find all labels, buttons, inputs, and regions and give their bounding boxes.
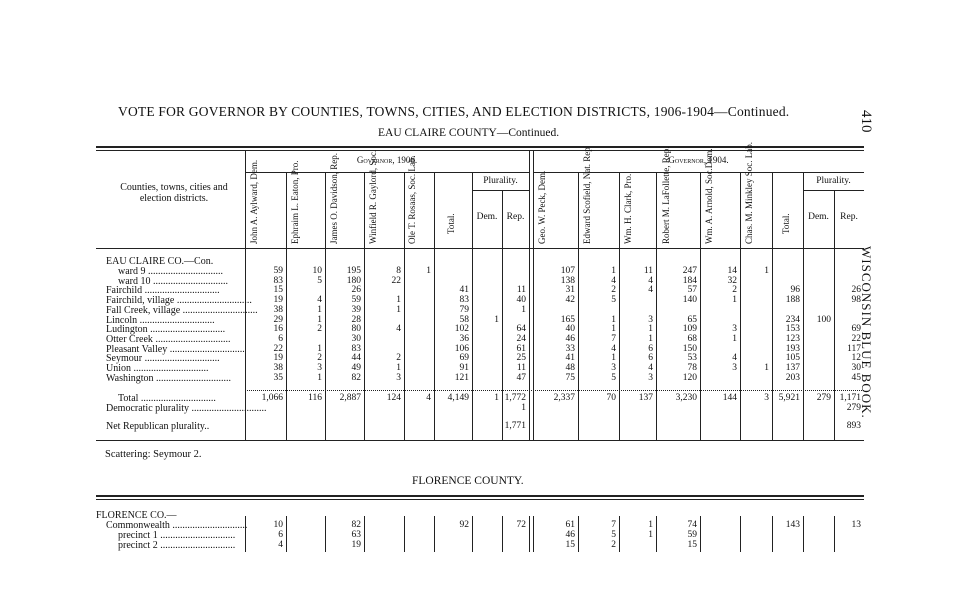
table-cell: 30 [851, 363, 861, 373]
section-title-florence: FLORENCE COUNTY. [412, 475, 524, 487]
leader-dots: .............................. [145, 266, 223, 277]
col-header-davidson: James O. Davidson, Rep. [329, 153, 339, 244]
table-cell: 72 [516, 520, 526, 530]
table-cell: 5,921 [778, 393, 800, 403]
table-cell: 138 [560, 275, 575, 286]
table-cell: 40 [565, 324, 575, 335]
table-cell: 4 [648, 285, 653, 296]
table-cell: 75 [565, 372, 575, 383]
table-cell: 4 [278, 540, 283, 550]
leader-dots: .............................. [189, 403, 267, 414]
table-cell: 48 [565, 363, 575, 373]
col-header-minkley: Chas. M. Minkley Soc. Lab. [744, 142, 754, 244]
table-cell: 4 [611, 343, 616, 354]
running-head: WISCONSIN BLUE BOOK. [859, 246, 874, 419]
table-cell: 83 [273, 275, 283, 286]
table-cell: 11 [516, 285, 526, 296]
table2-top-rule-thin [96, 499, 864, 500]
table-cell: 124 [386, 393, 401, 403]
col-header-rep-1906: Rep. [506, 212, 525, 222]
table-cell: 82 [351, 520, 361, 530]
col-header-total-1904: Total. [781, 213, 791, 234]
table-cell: 5 [611, 295, 616, 306]
leader-dots: .............................. [153, 372, 232, 384]
table-cell: 61 [516, 343, 526, 354]
table-cell: 893 [846, 421, 861, 431]
table-cell: 69 [851, 324, 861, 335]
table-cell: 33 [565, 343, 575, 354]
table-cell: 120 [682, 372, 697, 383]
row-label: Union .............................. [106, 363, 209, 374]
table-cell: 137 [785, 363, 800, 373]
table-cell: 30 [351, 333, 361, 344]
row-label: Lincoln .............................. [106, 314, 215, 326]
row-label: Fairchild .............................. [106, 285, 220, 297]
table-cell: 1,066 [261, 393, 283, 403]
table-cell: 38 [273, 363, 283, 373]
leader-dots: .............................. [142, 285, 220, 297]
table-cell: 41 [459, 285, 469, 296]
table-cell: 2 [317, 353, 322, 364]
table-cell: 7 [611, 520, 616, 530]
plurality-header-1904: Plurality. [816, 176, 851, 186]
table-cell: 4 [611, 275, 616, 286]
table-cell: 40 [516, 295, 526, 306]
table-cell: 123 [785, 333, 800, 344]
table-cell: 15 [273, 285, 283, 296]
leader-dots: .............................. [157, 530, 236, 541]
table-cell: 6 [278, 333, 283, 344]
row-label: Pleasant Valley .............................. [106, 343, 245, 355]
table-cell: 5 [611, 372, 616, 383]
table-cell: 53 [687, 353, 697, 364]
table-cell: 1,771 [504, 421, 526, 431]
table-cell: 3 [611, 363, 616, 373]
table-cell: 195 [346, 266, 361, 276]
table-cell: 1 [732, 295, 737, 306]
table-cell: 92 [459, 520, 469, 530]
table-cell: 19 [351, 540, 361, 550]
table-cell: 44 [351, 353, 361, 364]
table-cell: 105 [785, 353, 800, 364]
table2-top-rule [96, 495, 864, 497]
county-label: EAU CLAIRE CO.—Con. [106, 256, 214, 267]
col-rule [472, 516, 473, 552]
table-cell: 1 [611, 314, 616, 325]
table-cell: 100 [816, 314, 831, 325]
col-header-rep-1904: Rep. [840, 212, 858, 222]
table-cell: 11 [643, 266, 653, 276]
col-header-total-1906: Total. [446, 213, 456, 234]
table-cell: 143 [785, 520, 800, 530]
table-cell: 2 [611, 285, 616, 296]
leader-dots: .............................. [174, 295, 252, 307]
table-cell: 26 [851, 285, 861, 296]
table-cell: 1 [521, 304, 526, 315]
col-header-dem-1906: Dem. [476, 212, 498, 222]
table-cell: 1 [396, 304, 401, 315]
page-number: 410 [858, 110, 874, 133]
table-cell: 64 [516, 324, 526, 335]
table-cell: 1 [317, 372, 322, 383]
table-cell: 2,887 [339, 393, 361, 403]
table-cell: 4 [648, 363, 653, 373]
table-cell: 247 [682, 266, 697, 276]
table-cell: 13 [851, 520, 861, 530]
table-cell: 1 [396, 363, 401, 373]
table-cell: 59 [273, 266, 283, 276]
table-cell: 15 [687, 540, 697, 550]
table-cell: 3 [648, 314, 653, 325]
table-cell: 38 [273, 304, 283, 315]
col-rule [803, 516, 804, 552]
table-cell: 117 [847, 343, 861, 354]
row-label: Net Republican plurality.. [106, 421, 210, 432]
table-cell: 109 [682, 324, 697, 335]
table-cell: 82 [351, 372, 361, 383]
table-cell: 1 [611, 353, 616, 364]
table-cell: 83 [351, 343, 361, 354]
row-label: ward 10 .............................. [118, 275, 228, 287]
scattering-note: Scattering: Seymour 2. [105, 449, 202, 460]
table-cell: 12 [851, 353, 861, 364]
table-cell: 193 [785, 343, 800, 354]
header-bottom-rule [96, 248, 864, 249]
table-cell: 1 [494, 314, 499, 325]
table-cell: 1 [648, 333, 653, 344]
row-label: precinct 2 .............................. [118, 540, 236, 551]
section-title-eau-claire: EAU CLAIRE COUNTY—Continued. [378, 127, 560, 139]
table-cell: 140 [682, 295, 697, 306]
table-cell: 8 [396, 266, 401, 276]
table-cell: 69 [459, 353, 469, 364]
table-cell: 2 [396, 353, 401, 364]
group-header-1904: Governor, 1904. [668, 155, 729, 165]
col-header-arnold: Wm. A. Arnold, Soc.Dem. [704, 148, 714, 244]
leader-dots: .............................. [150, 275, 228, 287]
table-cell: 107 [560, 266, 575, 276]
table-cell: 46 [565, 333, 575, 344]
row-label: Fairchild, village .............................. [106, 295, 252, 307]
leader-dots: .............................. [131, 363, 209, 374]
table-cell: 150 [682, 343, 697, 354]
table-cell: 70 [606, 393, 616, 403]
table-cell: 137 [638, 393, 653, 403]
table-cell: 5 [611, 530, 616, 540]
table-cell: 144 [722, 393, 737, 403]
table-cell: 58 [459, 314, 469, 325]
row-label: Total .............................. [118, 393, 216, 404]
row-label: Commonwealth .............................. [106, 520, 248, 531]
col-header-gaylord: Winfield R. Gaylord, Soc. [368, 149, 378, 244]
col-rule [286, 516, 287, 552]
leader-dots: .............................. [157, 540, 236, 551]
table-cell: 22 [851, 333, 861, 344]
stub-header: Counties, towns, cities and election districts. [120, 182, 228, 204]
table-cell: 16 [273, 324, 283, 335]
row-label: Seymour .............................. [106, 353, 220, 365]
table-cell: 31 [565, 285, 575, 296]
group-1906-rule [245, 172, 529, 173]
table-cell: 65 [687, 314, 697, 325]
table-cell: 57 [687, 285, 697, 296]
table-cell: 6 [648, 343, 653, 354]
table-cell: 3 [732, 324, 737, 335]
leader-dots: .............................. [152, 333, 231, 345]
table-cell: 1 [521, 403, 526, 413]
group-header-1906: Governor, 1906. [356, 155, 418, 165]
table-cell: 279 [846, 403, 861, 413]
table-cell: 4 [396, 324, 401, 335]
table-cell: 3,230 [675, 393, 697, 403]
leader-dots: .............................. [147, 324, 226, 336]
col-header-eaton: Ephraim L. Eaton, Pro. [290, 160, 300, 244]
table-cell: 1 [764, 363, 769, 373]
table-cell: 1 [317, 343, 322, 354]
table-cell: 59 [687, 530, 697, 540]
table-cell: 1 [396, 295, 401, 306]
col-rule [529, 516, 530, 552]
table-cell: 188 [785, 295, 800, 306]
table-cell: 1 [648, 520, 653, 530]
table-cell: 78 [687, 363, 697, 373]
col-header-rosaas: Ole T. Rosaas, Soc. Lab. [407, 155, 417, 244]
table-cell: 1 [611, 266, 616, 276]
col-header-clark: Wm. H. Clark, Pro. [623, 173, 633, 244]
table-cell: 80 [351, 324, 361, 335]
table-cell: 1 [648, 324, 653, 335]
table-cell: 203 [785, 372, 800, 383]
col-header-dem-1904: Dem. [808, 212, 829, 222]
table-cell: 6 [648, 353, 653, 364]
table-cell: 49 [351, 363, 361, 373]
table-cell: 3 [764, 393, 769, 403]
leader-dots: .............................. [137, 314, 215, 326]
col-rule [700, 516, 701, 552]
table-cell: 41 [565, 353, 575, 364]
table-cell: 1 [426, 266, 431, 276]
table-cell: 22 [273, 343, 283, 354]
leader-dots: .............................. [169, 520, 248, 531]
col-rule [364, 516, 365, 552]
table-cell: 102 [454, 324, 469, 335]
table-bottom-rule [96, 440, 864, 441]
table-cell: 25 [516, 353, 526, 364]
table-cell: 2 [611, 540, 616, 550]
table-cell: 68 [687, 333, 697, 344]
table-cell: 1 [732, 333, 737, 344]
col-rule [529, 151, 530, 440]
table-cell: 1 [494, 393, 499, 403]
table-cell: 74 [687, 520, 697, 530]
table-cell: 45 [851, 372, 861, 383]
row-label: Washington .............................. [106, 372, 232, 384]
table-cell: 36 [459, 333, 469, 344]
table-cell: 1 [764, 266, 769, 276]
table-cell: 7 [611, 333, 616, 344]
table-cell: 153 [785, 324, 800, 335]
table-cell: 4 [732, 353, 737, 364]
leader-dots: .............................. [142, 353, 220, 365]
row-label: Otter Creek .............................. [106, 333, 231, 345]
table-cell: 22 [391, 275, 401, 286]
table-cell: 29 [273, 314, 283, 325]
table-cell: 14 [727, 266, 737, 276]
table-cell: 1 [317, 314, 322, 325]
table-cell: 2 [732, 285, 737, 296]
leader-dots: .............................. [167, 343, 245, 355]
table-cell: 46 [565, 530, 575, 540]
table-cell: 19 [273, 295, 283, 306]
county-label: FLORENCE CO.— [96, 510, 177, 521]
table-cell: 1 [317, 304, 322, 315]
table-cell: 116 [308, 393, 322, 403]
table-cell: 4 [317, 295, 322, 306]
leader-dots: .............................. [180, 304, 258, 316]
table-cell: 3 [317, 363, 322, 373]
table-cell: 3 [648, 372, 653, 383]
table-cell: 26 [351, 285, 361, 296]
table-cell: 19 [273, 353, 283, 364]
row-label: precinct 1 .............................. [118, 530, 236, 541]
table-cell: 106 [454, 343, 469, 354]
table-cell: 2 [317, 324, 322, 335]
table-cell: 165 [560, 314, 575, 325]
row-label: Fall Creek, village .............................. [106, 304, 258, 316]
table-cell: 1 [648, 530, 653, 540]
table-cell: 4,149 [447, 393, 469, 403]
row-label: Democratic plurality .............................. [106, 403, 267, 414]
col-rule [740, 516, 741, 552]
table-cell: 1 [611, 324, 616, 335]
plurality-1906-rule [472, 190, 529, 191]
plurality-header-1906: Plurality. [483, 176, 518, 186]
table-cell: 184 [682, 275, 697, 286]
table-cell: 3 [396, 372, 401, 383]
table-cell: 83 [459, 295, 469, 306]
col-header-lafollette: Robert M. LaFollette, Rep. [661, 146, 671, 244]
leader-dots: .............................. [138, 393, 216, 404]
table-cell: 91 [459, 363, 469, 373]
table-cell: 234 [785, 314, 800, 325]
table-cell: 47 [516, 372, 526, 383]
table-cell: 59 [351, 295, 361, 306]
table-cell: 32 [727, 275, 737, 286]
table-cell: 1,171 [839, 393, 861, 403]
table-cell: 63 [351, 530, 361, 540]
col-header-scofield: Edward Scofield, Nat. Rep [582, 147, 592, 244]
table-cell: 6 [278, 530, 283, 540]
table-cell: 180 [346, 275, 361, 286]
table-cell: 39 [351, 304, 361, 315]
col-rule [404, 516, 405, 552]
table-cell: 2,337 [553, 393, 575, 403]
table-cell: 3 [732, 363, 737, 373]
table-cell: 4 [426, 393, 431, 403]
col-header-aylward: John A. Aylward, Dem. [249, 159, 259, 244]
page-title: VOTE FOR GOVERNOR BY COUNTIES, TOWNS, CITIES, AND ELECTION DISTRICTS, 1906-1904—Continued. [118, 104, 790, 119]
col-header-peck: Geo. W. Peck, Dem. [537, 170, 547, 244]
row-label: ward 9 .............................. [118, 266, 223, 277]
table-cell: 42 [565, 295, 575, 306]
table-cell: 79 [459, 304, 469, 315]
table-cell: 15 [565, 540, 575, 550]
table-cell: 1,772 [504, 393, 526, 403]
table-cell: 5 [317, 275, 322, 286]
row-label: Ludington .............................. [106, 324, 226, 336]
table-cell: 96 [790, 285, 800, 296]
table-cell: 35 [273, 372, 283, 383]
table-cell: 10 [273, 520, 283, 530]
table-cell: 98 [851, 295, 861, 306]
table-cell: 61 [565, 520, 575, 530]
table-cell: 28 [351, 314, 361, 325]
table-cell: 4 [648, 275, 653, 286]
total-rule [245, 390, 864, 391]
table-cell: 10 [312, 266, 322, 276]
table-cell: 11 [516, 363, 526, 373]
table-cell: 24 [516, 333, 526, 344]
table-cell: 121 [454, 372, 469, 383]
table-cell: 279 [816, 393, 831, 403]
